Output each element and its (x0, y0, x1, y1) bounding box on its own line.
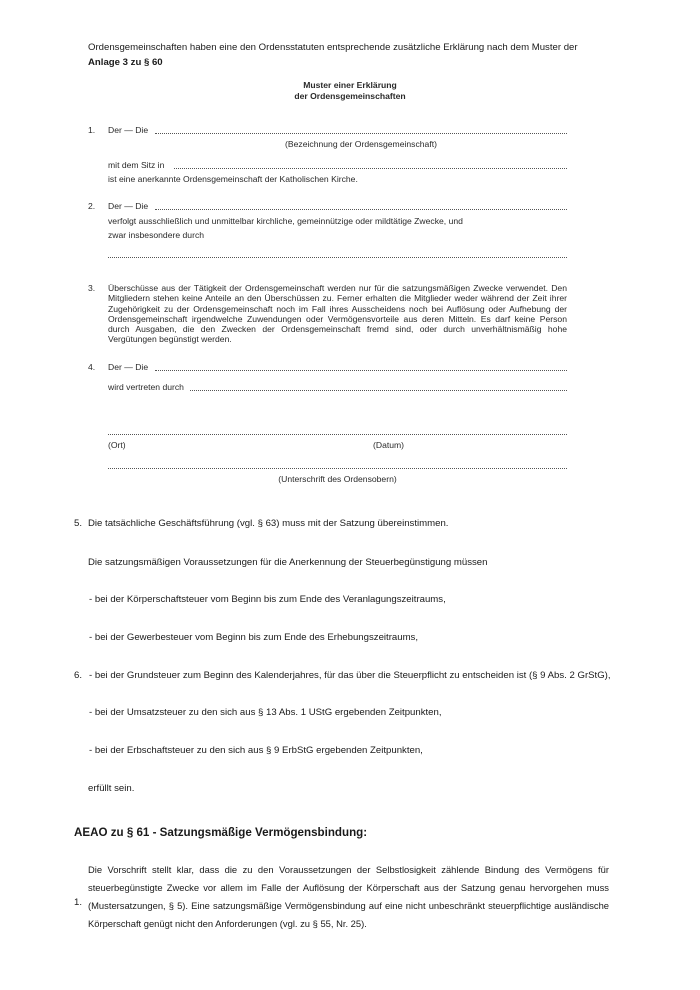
section-number: 1. (74, 897, 83, 908)
bullet-item: - bei der Gewerbesteuer vom Beginn bis zum Ende des Erhebungszeitraums, (89, 632, 419, 643)
der-die-label: Der — Die (108, 201, 149, 211)
section-text: erfüllt sein. (88, 783, 135, 794)
fill-in-line (190, 390, 567, 391)
der-die-label: Der — Die (108, 362, 149, 372)
fill-in-line (108, 257, 567, 258)
bullet-item: - bei der Körperschaftsteuer vom Beginn bis zum Ende des Veranlagungszeitraums, (89, 594, 446, 605)
fill-in-line (174, 168, 567, 169)
form-paragraph: Überschüsse aus der Tätigkeit der Ordensgemeinschaft werden nur für die satzungsmäßigen Zwecke verwendet. Den Mitgliedern stehen keine Anteile an den Überschüssen zu. Ferner erhalten die Mitglieder weder während der Zeit ihrer Zugehörigkeit zu der Ordensgemeinschaft noch im Fall ihres Ausscheidens noch bei Auflösung oder Aufhebung der Ordensgemeinschaft irgendwelche Zuwendungen oder Vermögensvorteile aus deren Mitteln. Es darf keine Person durch Ausgaben, die den Zwecken der Ordensgemeinschaft fremd sind, oder durch unverhältnismäßig hohe Vergütungen begünstigt werden. (108, 283, 567, 345)
item-number: 4. (88, 362, 96, 372)
datum-caption: (Datum) (373, 440, 405, 450)
form-subtitle: der Ordensgemeinschaften (294, 91, 406, 101)
fill-in-line (155, 133, 567, 134)
der-die-label: Der — Die (108, 125, 149, 135)
item-number: 3. (88, 283, 96, 293)
field-caption: (Bezeichnung der Ordensgemeinschaft) (285, 139, 437, 149)
section-number: 5. (74, 518, 83, 529)
vertreten-label: wird vertreten durch (108, 382, 184, 392)
fill-in-line (108, 434, 567, 435)
item-number: 1. (88, 125, 96, 135)
sitz-label: mit dem Sitz in (108, 160, 165, 170)
form-text-line: zwar insbesondere durch (108, 230, 205, 240)
section-paragraph: Die Vorschrift stellt klar, dass die zu den Voraussetzungen der Selbstlosigkeit zählende Bindung des Vermögens für steuerbegünstigte Zwecke vor allem im Falle der Auflösung der Körperschaft aus der Satzung genau hervorgehen muss (Mustersatzungen, § 5). Eine satzungsmäßige Vermögensbindung auf eine nicht unbeschränkt steuerpflichtige ausländische Körperschaft genügt nicht den Anforderungen (vgl. zu § 55, Nr. 25). (88, 864, 609, 929)
form-text-line: verfolgt ausschließlich und unmittelbar kirchliche, gemeinnützige oder mildtätige Zwecke, und (108, 216, 463, 226)
form-title: Muster einer Erklärung (303, 80, 397, 90)
fill-in-line (155, 370, 567, 371)
bullet-item: - bei der Umsatzsteuer zu den sich aus § 13 Abs. 1 UStG ergebenden Zeitpunkten, (89, 707, 442, 718)
section-heading: AEAO zu § 61 - Satzungsmäßige Vermögensbindung: (74, 826, 368, 839)
intro-line: Ordensgemeinschaften haben eine den Ordensstatuten entsprechende zusätzliche Erklärung nach dem Muster der (88, 42, 578, 53)
bullet-item: - bei der Grundsteuer zum Beginn des Kalenderjahres, für das über die Steuerpflicht zu entscheiden ist (§ 9 Abs. 2 GrStG), (89, 670, 611, 681)
annex-reference: Anlage 3 zu § 60 (88, 57, 163, 68)
bullet-item: - bei der Erbschaftsteuer zu den sich aus § 9 ErbStG ergebenden Zeitpunkten, (89, 745, 423, 756)
section-text: Die satzungsmäßigen Voraussetzungen für die Anerkennung der Steuerbegünstigung müssen (88, 557, 488, 568)
signature-caption: (Unterschrift des Ordensobern) (278, 474, 397, 484)
ort-caption: (Ort) (108, 440, 126, 450)
fill-in-line (108, 468, 567, 469)
section-text: Die tatsächliche Geschäftsführung (vgl. § 63) muss mit der Satzung übereinstimmen. (88, 518, 449, 529)
form-text-line: ist eine anerkannte Ordensgemeinschaft der Katholischen Kirche. (108, 174, 358, 184)
item-number: 2. (88, 201, 96, 211)
fill-in-line (155, 209, 567, 210)
section-number: 6. (74, 670, 83, 681)
